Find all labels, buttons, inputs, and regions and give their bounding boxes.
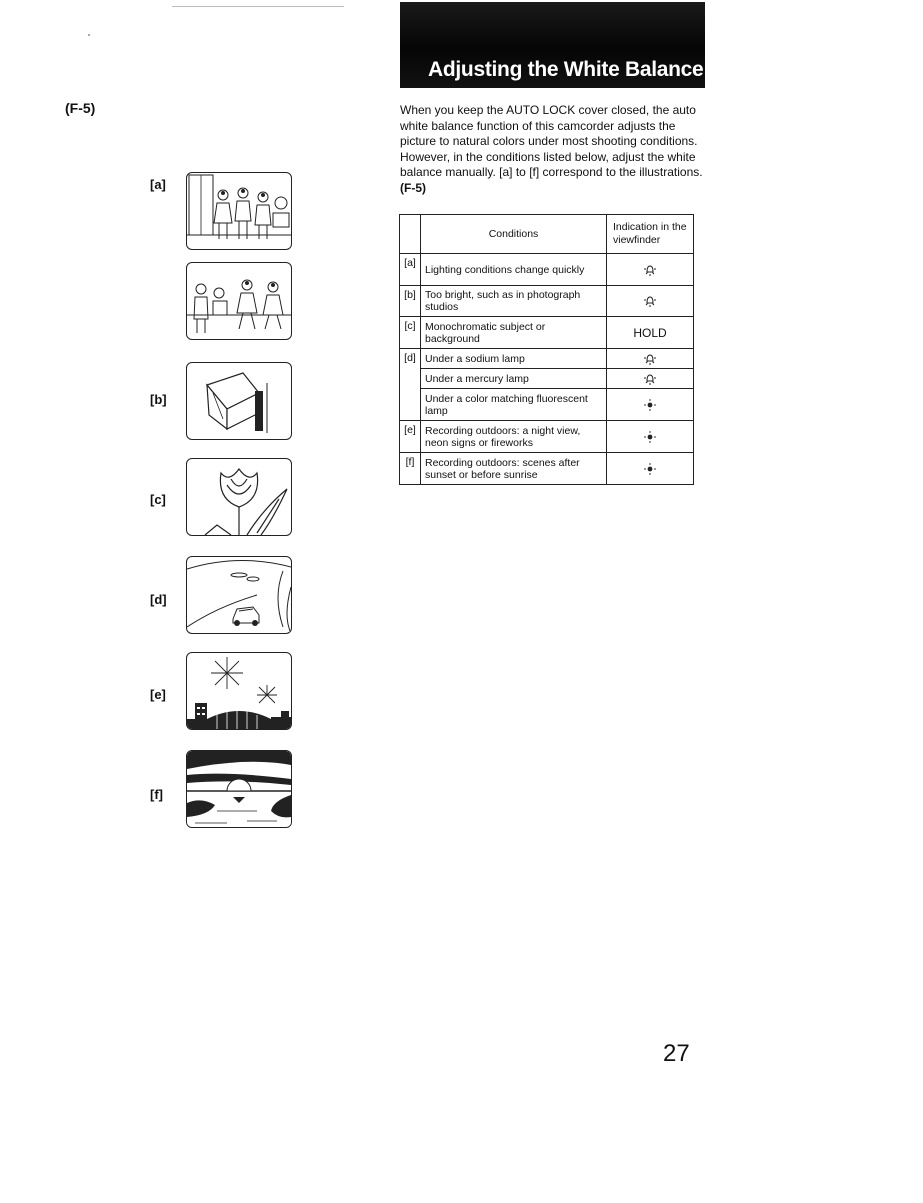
illustration-label-c: [c]	[150, 492, 166, 507]
row-key: [f]	[400, 453, 421, 485]
row-key: [c]	[400, 317, 421, 349]
page-title: Adjusting the White Balance	[428, 58, 704, 81]
indoor-lamp-icon	[642, 295, 658, 307]
outdoor-sun-icon	[642, 430, 658, 442]
table-row	[400, 286, 694, 317]
row-indication	[607, 389, 694, 421]
studio-light-illustration	[186, 362, 292, 440]
intro-paragraph	[400, 103, 710, 197]
row-condition: Too bright, such as in photograph studios	[421, 286, 607, 317]
row-indication	[607, 286, 694, 317]
row-indication	[607, 254, 694, 286]
intro-text: When you keep the AUTO LOCK cover closed, the auto white balance function of this camcorder adjusts the picture to natural colors under most shooting conditions. However, in the conditions listed below, adjust the white balance manually. [a] to [f] correspond to the illustrations.	[400, 103, 703, 180]
tulip-illustration	[186, 458, 292, 536]
top-rule	[172, 6, 344, 7]
row-key: [a]	[400, 254, 421, 286]
people-indoors-illustration	[186, 172, 292, 250]
car-tunnel-illustration	[186, 556, 292, 634]
illustration-label-b: [b]	[150, 392, 167, 407]
row-condition: Monochromatic subject or background	[421, 317, 607, 349]
intro-figure-ref: (F-5)	[400, 180, 426, 195]
row-key	[400, 389, 421, 421]
row-condition: Recording outdoors: scenes after sunset or before sunrise	[421, 453, 607, 485]
outdoor-sun-icon	[642, 398, 658, 410]
row-indication	[607, 421, 694, 453]
row-key: [d]	[400, 349, 421, 369]
row-condition: Recording outdoors: a night view, neon signs or fireworks	[421, 421, 607, 453]
header-conditions: Conditions	[421, 215, 607, 254]
table-row	[400, 317, 694, 349]
outdoor-sun-icon	[642, 462, 658, 474]
row-condition: Under a sodium lamp	[421, 349, 607, 369]
row-indication	[607, 369, 694, 389]
figure-reference: (F-5)	[65, 100, 96, 116]
indoor-lamp-icon	[642, 352, 658, 364]
row-key	[400, 369, 421, 389]
row-indication	[607, 349, 694, 369]
indoor-lamp-icon	[642, 372, 658, 384]
header-indication: Indication in the viewfinder	[607, 215, 694, 254]
row-indication	[607, 317, 694, 349]
illustration-label-f: [f]	[150, 787, 163, 802]
page-number: 27	[663, 1040, 690, 1067]
table-row	[400, 349, 694, 369]
conditions-table	[399, 214, 694, 485]
row-condition: Under a color matching fluorescent lamp	[421, 389, 607, 421]
row-key: [b]	[400, 286, 421, 317]
indoor-lamp-icon	[642, 263, 658, 275]
illustration-label-e: [e]	[150, 687, 166, 702]
table-header-row	[400, 215, 694, 254]
fireworks-city-illustration	[186, 652, 292, 730]
table-row	[400, 254, 694, 286]
sunset-illustration	[186, 750, 292, 828]
people-outdoors-illustration	[186, 262, 292, 340]
row-condition: Under a mercury lamp	[421, 369, 607, 389]
illustration-label-a: [a]	[150, 177, 166, 192]
row-key: [e]	[400, 421, 421, 453]
illustration-label-d: [d]	[150, 592, 167, 607]
row-indication	[607, 453, 694, 485]
table-row	[400, 453, 694, 485]
title-banner	[400, 2, 705, 88]
table-row	[400, 421, 694, 453]
row-condition: Lighting conditions change quickly	[421, 254, 607, 286]
indication-text: HOLD	[633, 325, 667, 340]
table-row	[400, 369, 694, 389]
table-row	[400, 389, 694, 421]
header-key-cell	[400, 215, 421, 254]
scan-speck	[88, 34, 90, 36]
